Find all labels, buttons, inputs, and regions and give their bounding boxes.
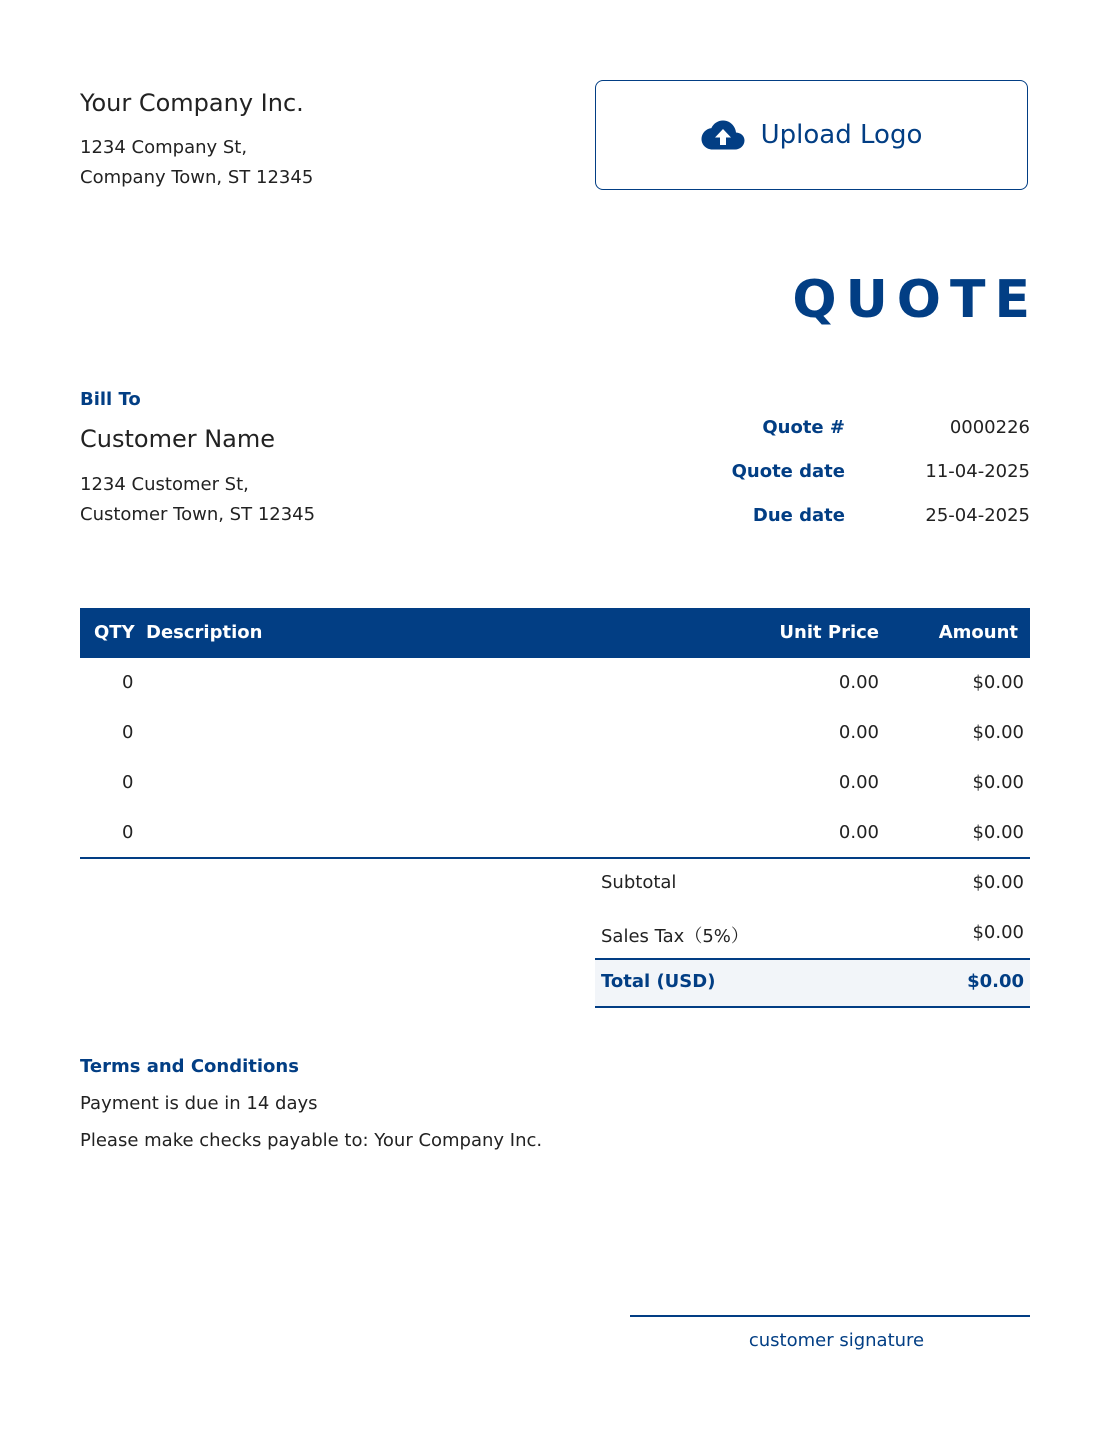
upload-logo-button[interactable] (595, 80, 1028, 190)
customer-address-line1: 1234 Customer St, (80, 474, 249, 495)
header-description: Description (146, 622, 263, 643)
sales-tax-row (595, 909, 1030, 957)
customer-address-line2: Customer Town, ST 12345 (80, 504, 316, 525)
cloud-upload-icon (701, 120, 745, 150)
quote-number-label: Quote # (762, 417, 845, 438)
due-date-value: 25-04-2025 (925, 505, 1030, 526)
table-row (80, 658, 1030, 708)
header-amount: Amount (938, 622, 1018, 643)
terms-line-checks: Please make checks payable to: Your Company Inc. (80, 1130, 543, 1151)
subtotal-row (595, 859, 1030, 907)
row-amount: $0.00 (972, 822, 1024, 843)
total-value: $0.00 (967, 971, 1024, 992)
row-qty: 0 (122, 672, 134, 693)
row-unit-price: 0.00 (838, 722, 879, 743)
total-label: Total (USD) (601, 971, 716, 992)
quote-number-row (600, 417, 1030, 447)
customer-name: Customer Name (80, 425, 276, 453)
row-qty: 0 (122, 722, 134, 743)
subtotal-value: $0.00 (972, 872, 1024, 893)
company-address-line2: Company Town, ST 12345 (80, 167, 314, 188)
row-amount: $0.00 (972, 672, 1024, 693)
terms-title: Terms and Conditions (80, 1056, 299, 1077)
row-unit-price: 0.00 (838, 672, 879, 693)
row-unit-price: 0.00 (838, 822, 879, 843)
upload-logo-label: Upload Logo (760, 120, 923, 150)
company-address (80, 133, 313, 193)
quote-number-value: 0000226 (949, 417, 1030, 438)
due-date-label: Due date (752, 505, 845, 526)
sales-tax-value: $0.00 (972, 922, 1024, 943)
row-qty: 0 (122, 822, 134, 843)
customer-address (80, 470, 315, 530)
header-unit-price: Unit Price (779, 622, 879, 643)
table-row (80, 758, 1030, 808)
quote-date-label: Quote date (731, 461, 845, 482)
row-qty: 0 (122, 772, 134, 793)
due-date-row (600, 505, 1030, 535)
quote-date-value: 11-04-2025 (925, 461, 1030, 482)
quote-date-row (600, 461, 1030, 491)
items-table-header (80, 608, 1030, 658)
row-unit-price: 0.00 (838, 772, 879, 793)
bill-to-label: Bill To (80, 389, 141, 410)
table-row (80, 708, 1030, 758)
signature-line (630, 1315, 1030, 1317)
total-row (595, 958, 1030, 1008)
header-qty: QTY (94, 622, 135, 643)
row-amount: $0.00 (972, 772, 1024, 793)
terms-line-payment: Payment is due in 14 days (80, 1093, 318, 1114)
document-title: QUOTE (792, 270, 1039, 330)
signature-label: customer signature (748, 1330, 925, 1351)
company-name: Your Company Inc. (80, 89, 304, 117)
row-amount: $0.00 (972, 722, 1024, 743)
sales-tax-label: Sales Tax（5%） (601, 926, 749, 947)
company-address-line1: 1234 Company St, (80, 137, 248, 158)
subtotal-label: Subtotal (601, 872, 677, 893)
table-row (80, 808, 1030, 858)
